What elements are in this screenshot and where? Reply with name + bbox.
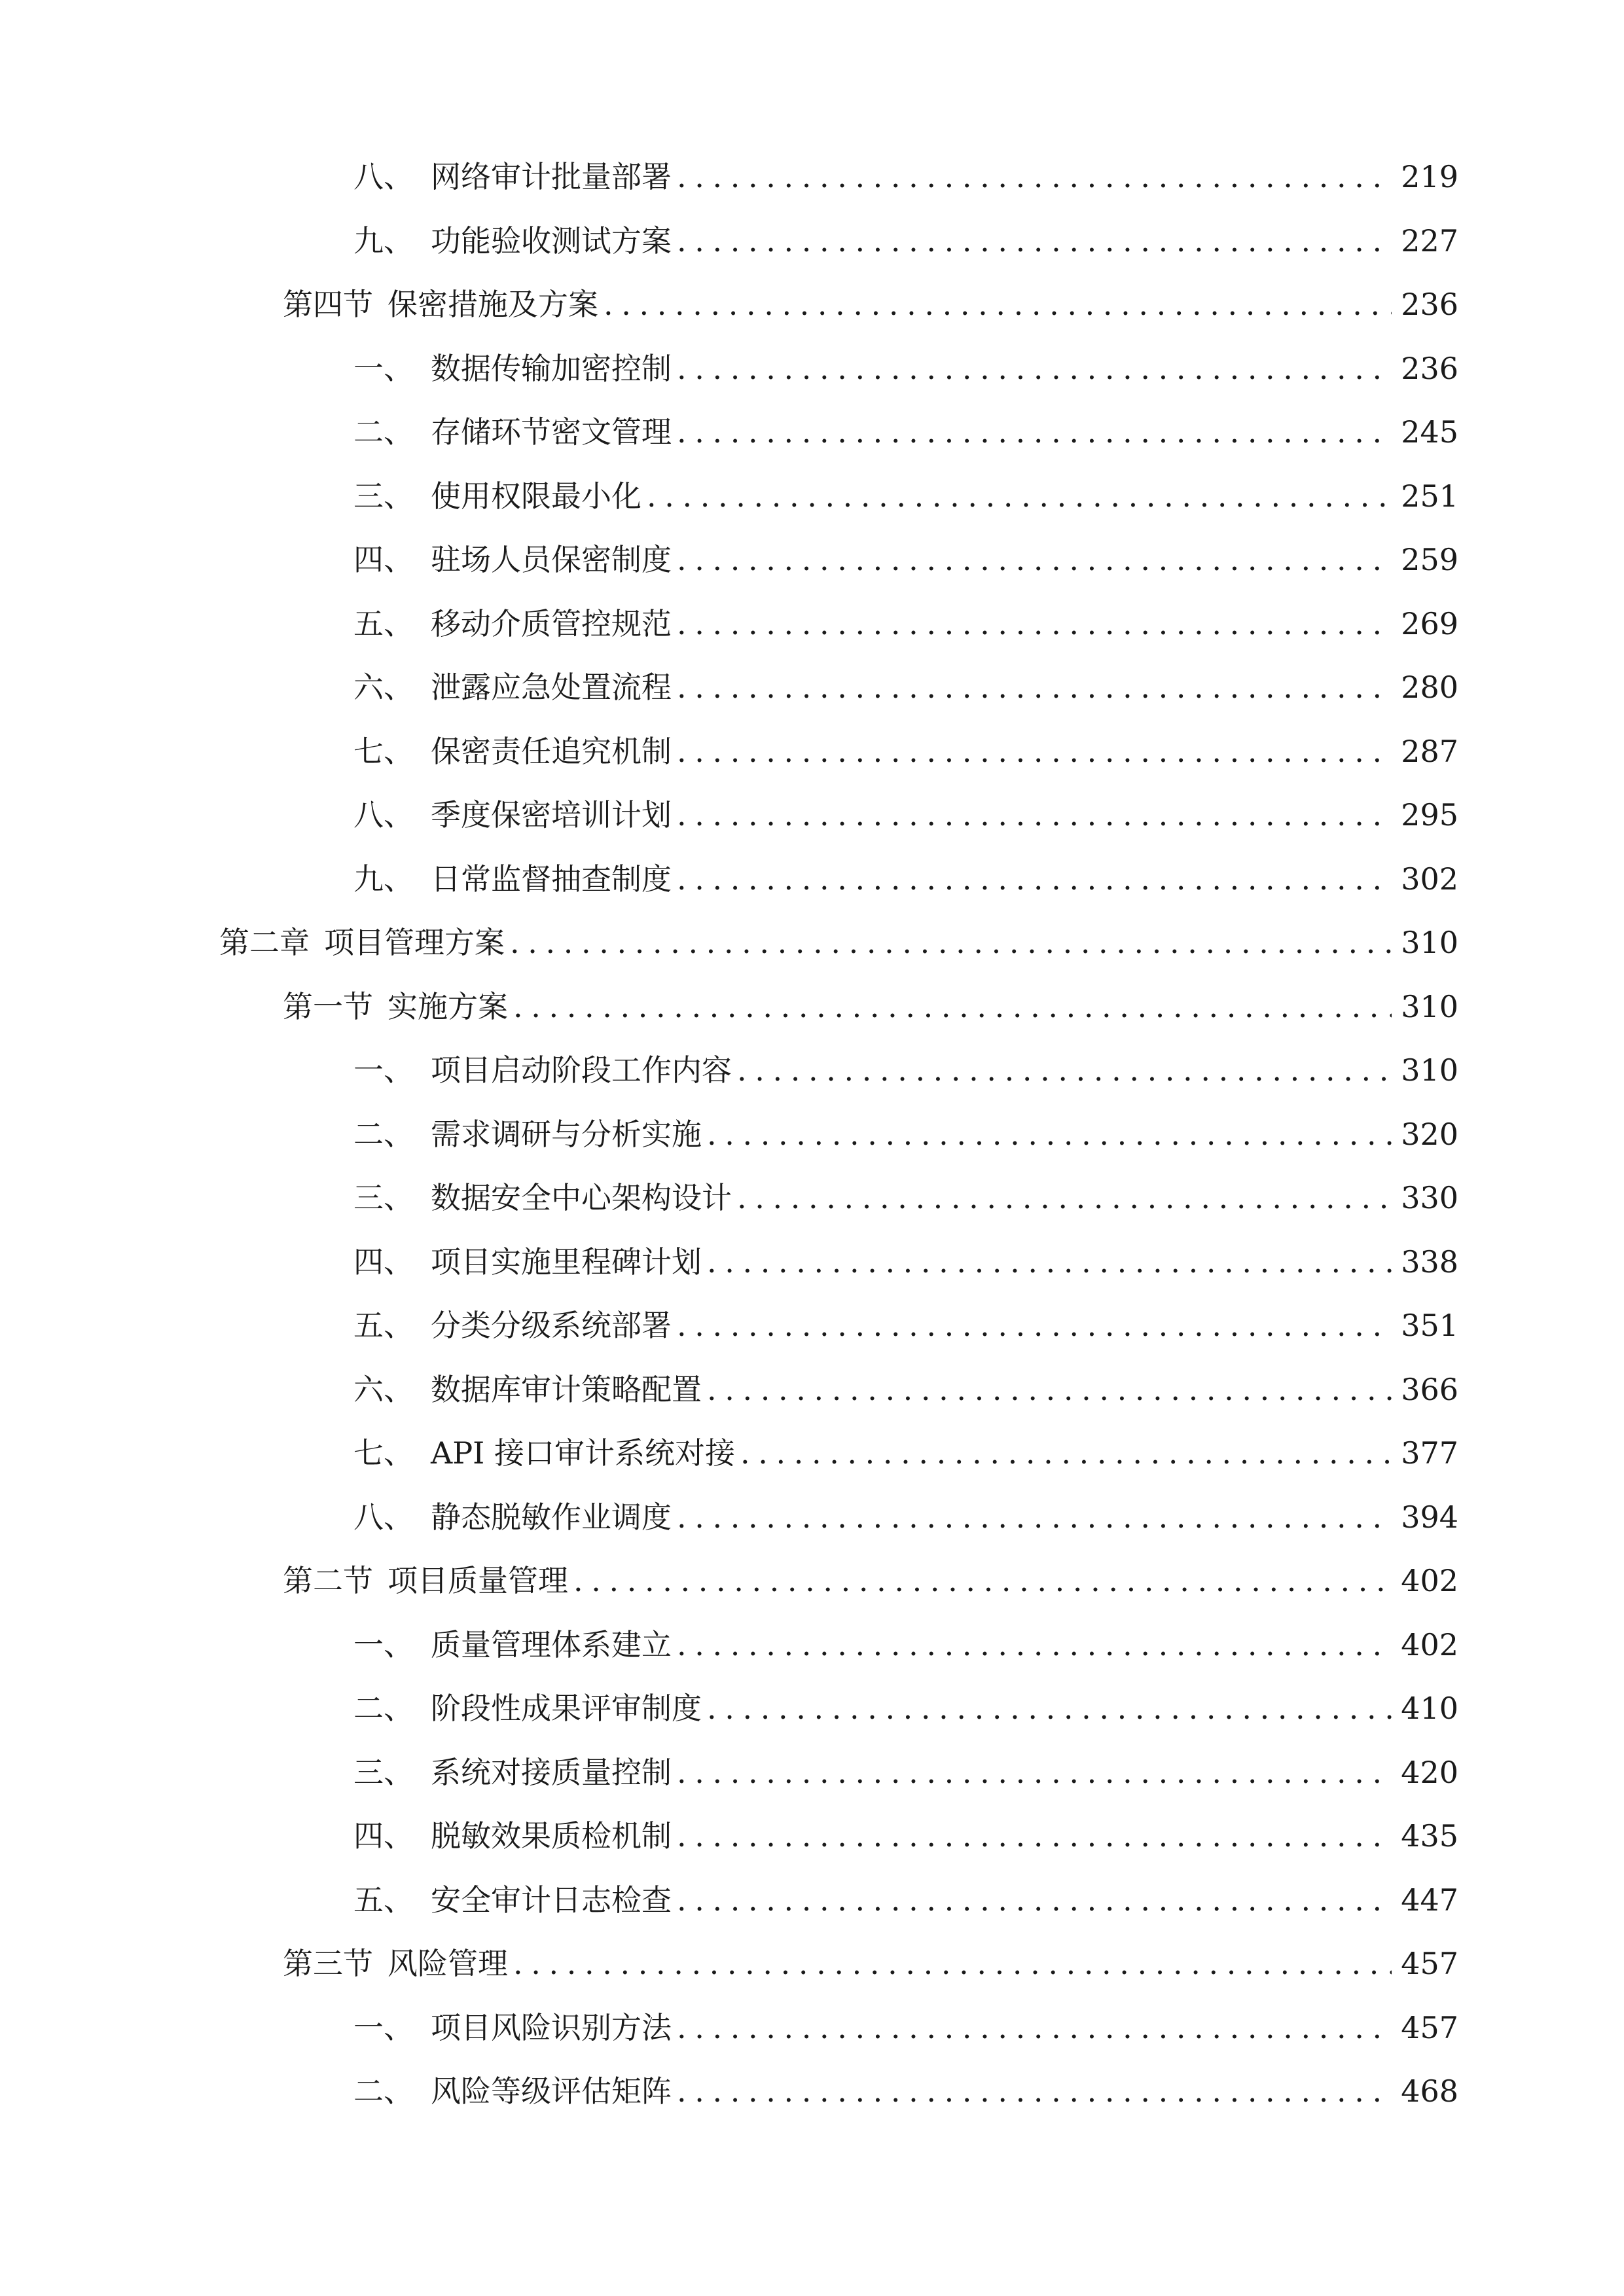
toc-entry-number: 四、: [353, 542, 414, 577]
toc-entry-number: 七、: [353, 734, 414, 769]
toc-entry-item[interactable]: [353, 145, 1458, 209]
dot-leader: [573, 1566, 1392, 1596]
dot-leader: [677, 800, 1392, 830]
toc-entry-item[interactable]: [353, 1421, 1458, 1485]
toc-entry-item[interactable]: [353, 464, 1458, 528]
toc-entry-number: 四、: [353, 1244, 414, 1280]
toc-entry-title: 风险管理: [388, 1946, 508, 1981]
toc-entry-page-number: 320: [1401, 1117, 1458, 1152]
toc-entry-title: 系统对接质量控制: [431, 1755, 672, 1790]
toc-entry-item[interactable]: [353, 1740, 1458, 1804]
toc-entry-number: 六、: [353, 670, 414, 705]
toc-entry-page-number: 435: [1401, 1818, 1458, 1854]
dot-leader: [510, 927, 1392, 958]
toc-entry-item[interactable]: [353, 1868, 1458, 1932]
toc-entry-title: 日常监督抽查制度: [431, 861, 672, 897]
toc-entry-item[interactable]: [353, 1230, 1458, 1294]
toc-entry-number: 七、: [353, 1435, 414, 1471]
toc-entry-page-number: 236: [1401, 351, 1458, 386]
toc-entry-page-number: 219: [1401, 159, 1458, 194]
toc-entry-page-number: 410: [1401, 1691, 1458, 1726]
toc-entry-number: 五、: [353, 1308, 414, 1343]
toc-entry-number: 第二章: [219, 925, 310, 960]
toc-entry-number: 二、: [353, 2073, 414, 2109]
toc-entry-number: 一、: [353, 1052, 414, 1088]
toc-entry-page-number: 251: [1401, 478, 1458, 514]
toc-entry-title: 项目管理方案: [324, 925, 505, 960]
toc-entry-number: 第四节: [283, 287, 373, 322]
dot-leader: [737, 1183, 1392, 1213]
toc-entry-page-number: 338: [1401, 1244, 1458, 1280]
toc-entry-number: 三、: [353, 478, 414, 514]
toc-entry-page-number: 310: [1401, 1052, 1458, 1088]
toc-entry-title: 质量管理体系建立: [431, 1627, 672, 1662]
dot-leader: [677, 2076, 1392, 2106]
toc-entry-title: 需求调研与分析实施: [431, 1117, 702, 1152]
toc-entry-item[interactable]: [353, 1996, 1458, 2060]
toc-entry-number: 第一节: [283, 989, 373, 1024]
toc-entry-title: 存储环节密文管理: [431, 414, 672, 450]
dot-leader: [677, 545, 1392, 575]
toc-entry-number: 二、: [353, 1117, 414, 1152]
toc-entry-number: 九、: [353, 861, 414, 897]
toc-entry-title: 项目实施里程碑计划: [431, 1244, 702, 1280]
toc-entry-page-number: 447: [1401, 1882, 1458, 1918]
toc-entry-page-number: 280: [1401, 670, 1458, 705]
toc-entry-page-number: 295: [1401, 797, 1458, 833]
toc-entry-number: 一、: [353, 351, 414, 386]
dot-leader: [604, 289, 1392, 319]
toc-entry-number: 六、: [353, 1372, 414, 1407]
toc-entry-title: 风险等级评估矩阵: [431, 2073, 672, 2109]
toc-entry-page-number: 402: [1401, 1563, 1458, 1598]
toc-entry-number: 三、: [353, 1180, 414, 1215]
toc-entry-page-number: 377: [1401, 1435, 1458, 1471]
toc-entry-page-number: 236: [1401, 287, 1458, 322]
toc-entry-section[interactable]: [283, 1931, 1458, 1996]
dot-leader: [513, 1948, 1392, 1979]
toc-entry-number: 三、: [353, 1755, 414, 1790]
toc-entry-page-number: 310: [1401, 925, 1458, 960]
dot-leader: [677, 162, 1392, 192]
dot-leader: [707, 1247, 1392, 1277]
toc-entry-page-number: 351: [1401, 1308, 1458, 1343]
toc-entry-page-number: 420: [1401, 1755, 1458, 1790]
toc-entry-item[interactable]: [353, 592, 1458, 656]
dot-leader: [677, 1502, 1392, 1532]
dot-leader: [740, 1438, 1392, 1468]
dot-leader: [677, 609, 1392, 639]
toc-entry-number: 八、: [353, 797, 414, 833]
toc-entry-item[interactable]: [353, 783, 1458, 847]
toc-entry-page-number: 330: [1401, 1180, 1458, 1215]
toc-entry-number: 四、: [353, 1818, 414, 1854]
toc-entry-number: 五、: [353, 606, 414, 641]
toc-entry-item[interactable]: [353, 1804, 1458, 1868]
toc-entry-title: 静态脱敏作业调度: [431, 1499, 672, 1535]
toc-entry-title: 项目风险识别方法: [431, 2010, 672, 2045]
toc-entry-page-number: 457: [1401, 2010, 1458, 2045]
toc-entry-number: 一、: [353, 2010, 414, 2045]
toc-entry-item[interactable]: [353, 1293, 1458, 1357]
toc-entry-section[interactable]: [283, 975, 1458, 1039]
toc-entry-number: 五、: [353, 1882, 414, 1918]
toc-entry-title: 驻场人员保密制度: [431, 542, 672, 577]
dot-leader: [707, 1693, 1392, 1723]
toc-entry-title: 安全审计日志检查: [431, 1882, 672, 1918]
toc-entry-item[interactable]: [353, 719, 1458, 783]
toc-entry-item[interactable]: [353, 336, 1458, 401]
toc-entry-page-number: 394: [1401, 1499, 1458, 1535]
toc-entry-title: 阶段性成果评审制度: [431, 1691, 702, 1726]
toc-entry-title: 项目质量管理: [388, 1563, 568, 1598]
toc-entry-page-number: 468: [1401, 2073, 1458, 2109]
toc-entry-item[interactable]: [353, 1038, 1458, 1102]
toc-entry-section[interactable]: [283, 272, 1458, 336]
toc-entry-title: 数据库审计策略配置: [431, 1372, 702, 1407]
toc-entry-page-number: 310: [1401, 989, 1458, 1024]
dot-leader: [677, 736, 1392, 766]
toc-entry-title: 脱敏效果质检机制: [431, 1818, 672, 1854]
toc-entry-number: 八、: [353, 159, 414, 194]
toc-entry-page-number: 457: [1401, 1946, 1458, 1981]
toc-entry-number: 第二节: [283, 1563, 373, 1598]
dot-leader: [677, 1630, 1392, 1660]
toc-entry-title: 项目启动阶段工作内容: [431, 1052, 732, 1088]
dot-leader: [677, 1757, 1392, 1787]
dot-leader: [677, 1885, 1392, 1915]
toc-entry-item[interactable]: [353, 2059, 1458, 2123]
toc-entry-item[interactable]: [353, 1166, 1458, 1230]
toc-entry-page-number: 259: [1401, 542, 1458, 577]
dot-leader: [737, 1055, 1392, 1085]
toc-entry-title: 保密措施及方案: [388, 287, 598, 322]
dot-leader: [647, 481, 1392, 511]
dot-leader: [513, 992, 1392, 1022]
dot-leader: [707, 1374, 1392, 1405]
toc-entry-item[interactable]: [353, 1485, 1458, 1549]
toc-entry-title: 季度保密培训计划: [431, 797, 672, 833]
toc-entry-title: 实施方案: [388, 989, 508, 1024]
toc-entry-item[interactable]: [353, 1102, 1458, 1166]
dot-leader: [677, 226, 1392, 256]
toc-entry-title: 泄露应急处置流程: [431, 670, 672, 705]
toc-entry-number: 九、: [353, 223, 414, 259]
toc-entry-number: 八、: [353, 1499, 414, 1535]
toc-entry-title: 功能验收测试方案: [431, 223, 672, 259]
dot-leader: [677, 672, 1392, 702]
toc-entry-item[interactable]: [353, 400, 1458, 464]
toc-entry-title: 数据安全中心架构设计: [431, 1180, 732, 1215]
toc-entry-number: 二、: [353, 414, 414, 450]
toc-entry-title: 分类分级系统部署: [431, 1308, 672, 1343]
toc-entry-item[interactable]: [353, 528, 1458, 592]
dot-leader: [677, 417, 1392, 447]
dot-leader: [707, 1119, 1392, 1149]
toc-entry-number: 第三节: [283, 1946, 373, 1981]
dot-leader: [677, 1821, 1392, 1851]
toc-entry-page-number: 287: [1401, 734, 1458, 769]
toc-entry-title: 数据传输加密控制: [431, 351, 672, 386]
toc-entry-page-number: 269: [1401, 606, 1458, 641]
toc-entry-title: 使用权限最小化: [431, 478, 641, 514]
toc-entry-item[interactable]: [353, 209, 1458, 273]
toc-entry-item[interactable]: [353, 655, 1458, 719]
toc-entry-page-number: 302: [1401, 861, 1458, 897]
toc-entry-title: 移动介质管控规范: [431, 606, 672, 641]
toc-entry-page-number: 402: [1401, 1627, 1458, 1662]
toc-entry-item[interactable]: [353, 1357, 1458, 1422]
dot-leader: [677, 2013, 1392, 2043]
toc-entry-item[interactable]: [353, 847, 1458, 911]
toc-entry-number: 一、: [353, 1627, 414, 1662]
toc-entry-title: 保密责任追究机制: [431, 734, 672, 769]
toc-entry-item[interactable]: [353, 1613, 1458, 1677]
toc-entry-item[interactable]: [353, 1676, 1458, 1740]
toc-entry-number: 二、: [353, 1691, 414, 1726]
toc-entry-page-number: 366: [1401, 1372, 1458, 1407]
toc-entry-page-number: 227: [1401, 223, 1458, 259]
toc-entry-chapter[interactable]: [219, 910, 1458, 975]
toc-entry-page-number: 245: [1401, 414, 1458, 450]
dot-leader: [677, 864, 1392, 894]
toc-entry-title: API 接口审计系统对接: [431, 1435, 735, 1471]
toc-entry-section[interactable]: [283, 1549, 1458, 1613]
dot-leader: [677, 353, 1392, 384]
toc-entry-title: 网络审计批量部署: [431, 159, 672, 194]
dot-leader: [677, 1310, 1392, 1340]
